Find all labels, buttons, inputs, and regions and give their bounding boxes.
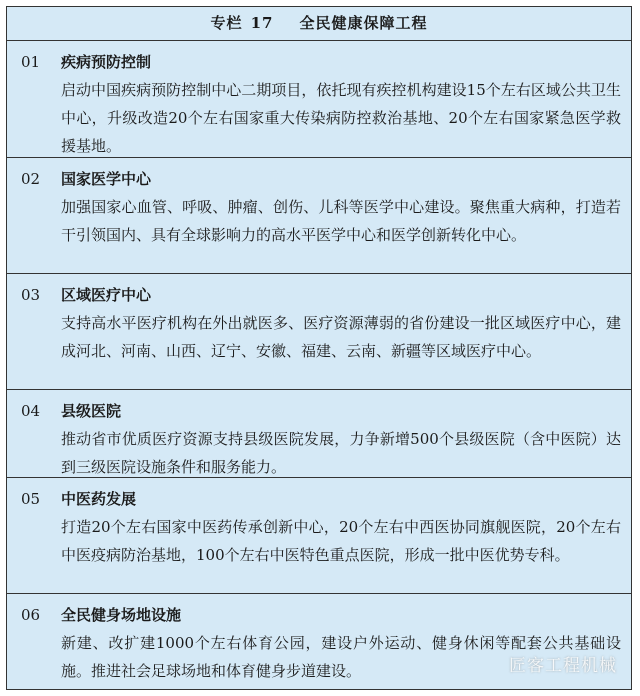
section-number: 04 bbox=[21, 402, 41, 420]
section-body: 新建、改扩建1000个左右体育公园，建设户外运动、健身休闲等配套公共基础设施。推进社会足球场地和体育健身步道建设。 bbox=[61, 634, 621, 680]
section-02 bbox=[7, 158, 631, 274]
section-number: 01 bbox=[21, 53, 41, 71]
section-04 bbox=[7, 390, 631, 478]
watermark-text: 匠客工程机械 bbox=[509, 656, 617, 676]
panel-title bbox=[7, 7, 631, 41]
section-number: 06 bbox=[21, 606, 41, 624]
section-heading: 区域医疗中心 bbox=[61, 286, 152, 304]
section-heading: 疾病预防控制 bbox=[61, 53, 152, 71]
section-body: 加强国家心血管、呼吸、肿瘤、创伤、儿科等医学中心建设。聚焦重大病种，打造若干引领国内、具有全球影响力的高水平医学中心和医学创新转化中心。 bbox=[61, 198, 621, 244]
section-03 bbox=[7, 274, 631, 390]
section-body: 启动中国疾病预防控制中心二期项目，依托现有疾控机构建设15个左右区域公共卫生中心，升级改造20个左右国家重大传染病防控救治基地、20个左右国家紧急医学救援基地。 bbox=[61, 81, 621, 155]
section-06 bbox=[7, 594, 631, 690]
section-heading: 国家医学中心 bbox=[61, 170, 152, 188]
section-body: 打造20个左右国家中医药传承创新中心，20个左右中西医协同旗舰医院，20个左右中医疫病防治基地，100个左右中医特色重点医院，形成一批中医优势专科。 bbox=[61, 518, 621, 564]
section-body: 推动省市优质医疗资源支持县级医院发展，力争新增500个县级医院（含中医院）达到三级医院设施条件和服务能力。 bbox=[61, 430, 621, 476]
title-label: 专栏 bbox=[210, 14, 243, 32]
title-number: 17 bbox=[250, 14, 274, 32]
section-heading: 中医药发展 bbox=[61, 490, 137, 508]
section-number: 03 bbox=[21, 286, 41, 304]
section-heading: 县级医院 bbox=[61, 402, 122, 420]
section-body: 支持高水平医疗机构在外出就医多、医疗资源薄弱的省份建设一批区域医疗中心，建成河北、河南、山西、辽宁、安徽、福建、云南、新疆等区域医疗中心。 bbox=[61, 314, 621, 360]
section-number: 05 bbox=[21, 490, 41, 508]
section-01 bbox=[7, 41, 631, 158]
section-05 bbox=[7, 478, 631, 594]
title-name: 全民健康保障工程 bbox=[299, 14, 428, 32]
table-panel bbox=[6, 6, 632, 690]
section-number: 02 bbox=[21, 170, 41, 188]
section-heading: 全民健身场地设施 bbox=[61, 606, 182, 624]
